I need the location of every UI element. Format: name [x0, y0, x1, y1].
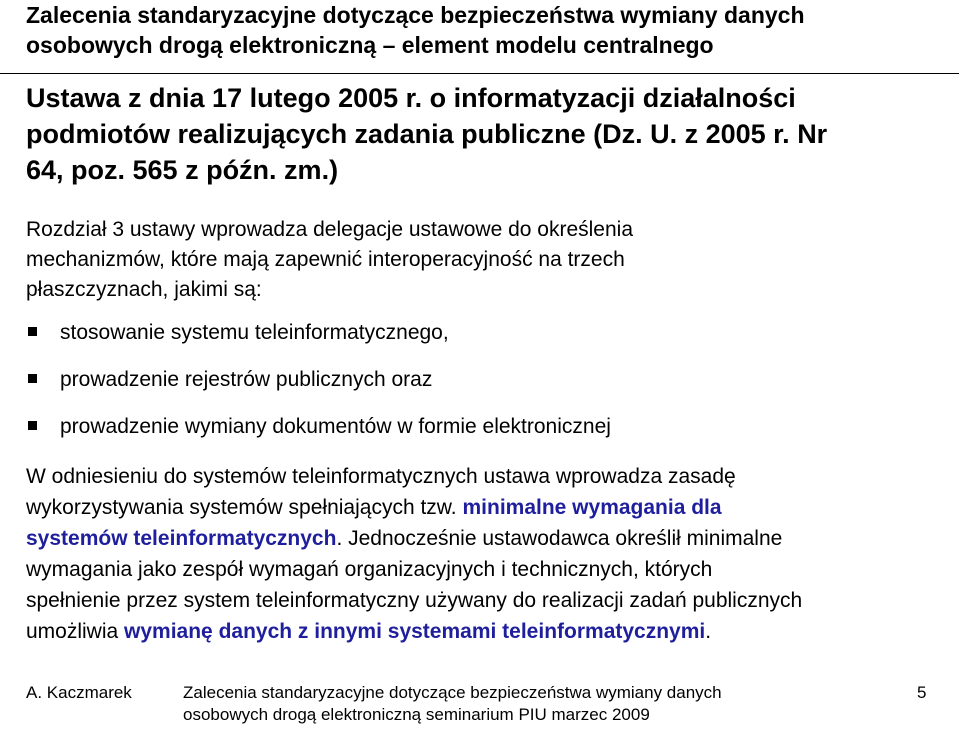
intro-line-3: płaszczyznach, jakimi są: — [26, 278, 262, 301]
body-line-6 — [26, 616, 959, 647]
body-text-span: . Jednocześnie ustawodawca określił minimalne — [336, 527, 783, 550]
footer-title — [183, 682, 863, 726]
intro-line-2: mechanizmów, które mają zapewnić interoperacyjność na trzech — [26, 248, 625, 271]
title-divider — [0, 73, 959, 74]
body-paragraph — [26, 461, 959, 647]
intro-paragraph — [26, 215, 946, 305]
highlight-data-exchange: wymianę danych z innymi systemami teleinformatycznymi — [124, 620, 706, 643]
body-text-span: wykorzystywania systemów spełniających tzw. — [26, 496, 463, 519]
law-heading-line-1: Ustawa z dnia 17 lutego 2005 r. o informatyzacji działalności — [26, 83, 796, 113]
bullet-text: prowadzenie wymiany dokumentów w formie elektronicznej — [60, 415, 611, 438]
body-line-3 — [26, 523, 959, 554]
square-bullet-icon — [28, 327, 37, 336]
highlight-minimal-requirements: minimalne wymagania dla — [462, 496, 722, 519]
slide-title — [26, 0, 926, 60]
footer-title-line-1: Zalecenia standaryzacyjne dotyczące bezpieczeństwa wymiany danych — [183, 683, 722, 702]
body-line-2 — [26, 492, 959, 523]
intro-line-1: Rozdział 3 ustawy wprowadza delegacje ustawowe do określenia — [26, 218, 634, 241]
law-heading-line-3: 64, poz. 565 z późn. zm.) — [26, 155, 339, 185]
law-heading — [26, 80, 926, 188]
footer-author: A. Kaczmarek — [26, 683, 132, 702]
bullet-item — [26, 412, 926, 459]
footer-title-line-2: osobowych drogą elektroniczną seminarium PIU marzec 2009 — [183, 705, 650, 724]
square-bullet-icon — [28, 421, 37, 430]
slide-title-line-1: Zalecenia standaryzacyjne dotyczące bezpieczeństwa wymiany danych — [26, 2, 805, 28]
body-line-4: wymagania jako zespół wymagań organizacyjnych i technicznych, których — [26, 558, 713, 581]
bullet-list — [26, 318, 926, 459]
highlight-systems: systemów teleinformatycznych — [26, 527, 337, 550]
body-text-span: umożliwia — [26, 620, 125, 643]
bullet-item — [26, 318, 926, 365]
page-number: 5 — [917, 683, 927, 702]
body-line-1: W odniesieniu do systemów teleinformatycznych ustawa wprowadza zasadę — [26, 465, 736, 488]
law-heading-line-2: podmiotów realizujących zadania publiczne (Dz. U. z 2005 r. Nr — [26, 119, 828, 149]
body-line-5: spełnienie przez system teleinformatyczny używany do realizacji zadań publicznych — [26, 589, 803, 612]
body-text-span: . — [705, 620, 712, 643]
square-bullet-icon — [28, 374, 37, 383]
bullet-text: stosowanie systemu teleinformatycznego, — [60, 321, 449, 344]
bullet-item — [26, 365, 926, 412]
slide-title-line-2: osobowych drogą elektroniczną – element modelu centralnego — [26, 32, 714, 58]
bullet-text: prowadzenie rejestrów publicznych oraz — [60, 368, 433, 391]
